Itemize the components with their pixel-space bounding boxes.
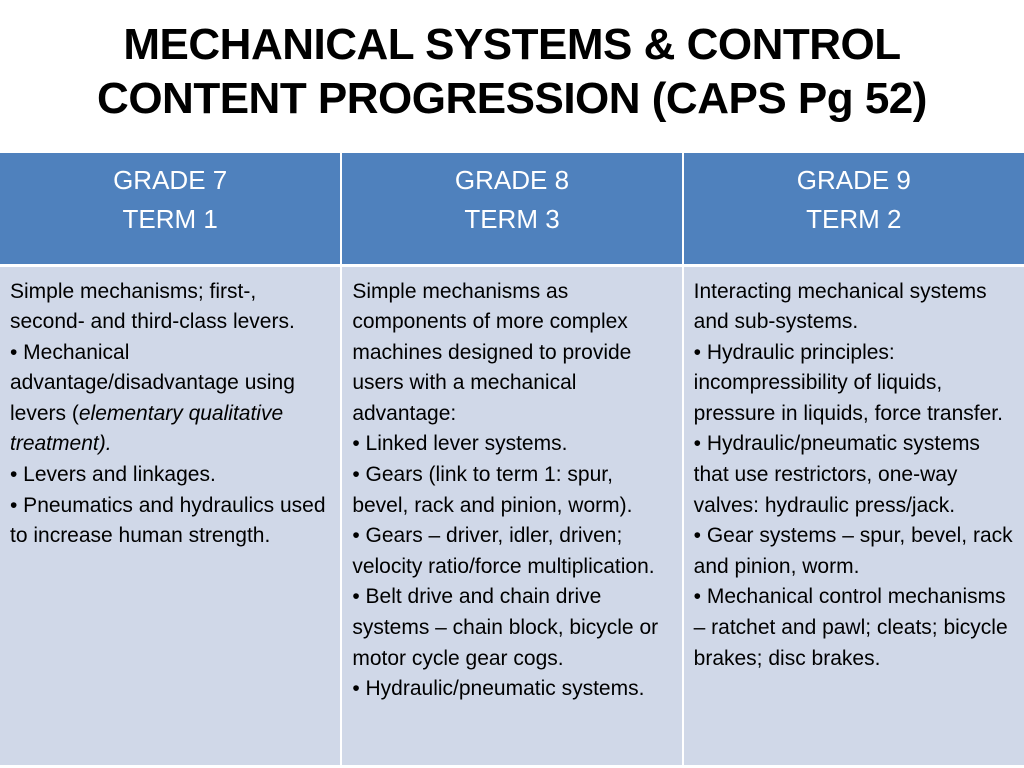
grade-label: GRADE 7 <box>113 165 228 195</box>
term-label: TERM 3 <box>464 204 560 234</box>
table-header-row <box>0 153 1024 265</box>
column-header-grade-9 <box>683 153 1024 265</box>
cell-bullet: • Gear systems – spur, bevel, rack and pinion, worm. <box>693 524 1013 578</box>
term-label: TERM 1 <box>122 204 218 234</box>
cell-bullet <box>10 338 332 460</box>
slide-title-line-1: MECHANICAL SYSTEMS & CONTROL <box>123 20 901 69</box>
cell-bullet: • Hydraulic/pneumatic systems that use restrictors, one-way valves: hydraulic press/jack. <box>693 432 980 517</box>
grade-9-content-cell <box>683 265 1024 765</box>
column-header-grade-7 <box>0 153 341 265</box>
cell-bullet: • Pneumatics and hydraulics used to increase human strength. <box>10 493 326 548</box>
cell-bullet: • Gears (link to term 1: spur, bevel, rack and pinion, worm). <box>352 463 633 517</box>
cell-intro: Simple mechanisms; first-, second- and third-class levers. <box>10 279 295 334</box>
cell-bullet: • Levers and linkages. <box>10 463 216 487</box>
cell-bullet: • Mechanical control mechanisms – ratchet and pawl; cleats; bicycle brakes; disc brakes. <box>693 585 1008 670</box>
cell-bullet: • Hydraulic principles: incompressibility of liquids, pressure in liquids, force transfer. <box>693 340 1003 425</box>
term-label: TERM 2 <box>806 204 902 234</box>
slide-title <box>0 18 1024 125</box>
cell-bullet: • Belt drive and chain drive systems – chain block, bicycle or motor cycle gear cogs. <box>352 585 659 670</box>
slide-title-line-2: CONTENT PROGRESSION (CAPS Pg 52) <box>97 73 927 123</box>
content-progression-table <box>0 153 1024 765</box>
bullet-text: • Mechanical advantage/disadvantage using levers ( <box>10 340 295 425</box>
cell-intro: Simple mechanisms as components of more complex machines designed to provide users with a mechanical advantage: <box>352 279 632 425</box>
grade-8-content-cell <box>341 265 682 765</box>
grade-label: GRADE 8 <box>454 165 570 195</box>
column-header-grade-8 <box>341 153 682 265</box>
bullet-italic-text: elementary qualitative treatment). <box>10 401 284 456</box>
grade-label: GRADE 9 <box>796 165 911 195</box>
cell-bullet: • Linked lever systems. <box>352 432 568 456</box>
cell-bullet: • Gears – driver, idler, driven; velocity ratio/force multiplication. <box>352 524 655 578</box>
table-content-row <box>0 265 1024 765</box>
grade-7-content-cell <box>0 265 341 765</box>
cell-intro: Interacting mechanical systems and sub-systems. <box>693 279 987 334</box>
cell-bullet: • Hydraulic/pneumatic systems. <box>352 677 645 701</box>
